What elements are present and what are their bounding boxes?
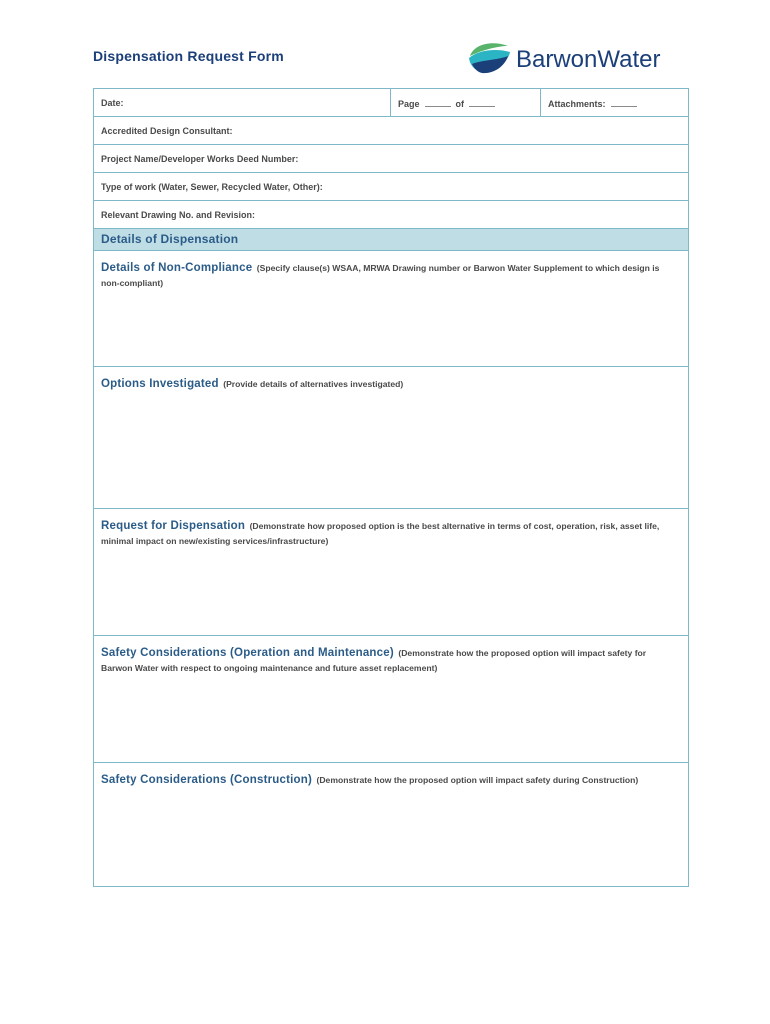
- date-label: Date:: [101, 98, 124, 108]
- details-header-text: Details of Dispensation: [101, 232, 239, 246]
- safety-construction-box[interactable]: [94, 763, 688, 886]
- options-investigated-box[interactable]: [94, 367, 688, 509]
- date-row: [94, 89, 688, 117]
- attachments-label: Attachments:: [548, 99, 606, 109]
- safety-operation-heading: Safety Considerations (Operation and Maintenance): [101, 647, 394, 659]
- consultant-label: Accredited Design Consultant:: [101, 126, 233, 136]
- options-investigated-text: [101, 376, 676, 391]
- non-compliance-box[interactable]: [94, 251, 688, 367]
- non-compliance-text: [101, 260, 676, 290]
- dispensation-form: [93, 88, 689, 887]
- page-title: Dispensation Request Form: [93, 48, 284, 64]
- date-field[interactable]: [94, 89, 391, 116]
- safety-operation-box[interactable]: [94, 636, 688, 763]
- attachments-blank[interactable]: [611, 98, 637, 107]
- logo-wordmark: BarwonWater: [516, 46, 661, 73]
- safety-construction-note: (Demonstrate how the proposed option will impact safety during Construction): [316, 775, 639, 785]
- safety-operation-note: (Demonstrate how the proposed option will impact safety for Barwon Water with respect to ongoing maintenance and future asset replacement): [101, 648, 647, 673]
- water-drop-icon: [469, 43, 510, 73]
- page-field[interactable]: [391, 89, 541, 116]
- non-compliance-note: (Specify clause(s) WSAA, MRWA Drawing number or Barwon Water Supplement to which design is non-compliant): [101, 263, 660, 288]
- page-number-group: [398, 98, 500, 109]
- safety-construction-heading: Safety Considerations (Construction): [101, 774, 313, 786]
- request-dispensation-text: [101, 518, 676, 548]
- of-label: of: [455, 99, 465, 109]
- safety-construction-text: [101, 772, 676, 787]
- project-label: Project Name/Developer Works Deed Number:: [101, 154, 299, 164]
- drawing-field[interactable]: [94, 201, 688, 229]
- work-type-field[interactable]: [94, 173, 688, 201]
- request-dispensation-box[interactable]: [94, 509, 688, 636]
- project-field[interactable]: [94, 145, 688, 173]
- barwon-water-logo: [468, 40, 673, 76]
- options-investigated-note: (Provide details of alternatives investigated): [223, 379, 404, 389]
- options-investigated-heading: Options Investigated: [101, 378, 219, 390]
- page-total-blank[interactable]: [469, 98, 495, 107]
- consultant-field[interactable]: [94, 117, 688, 145]
- safety-operation-text: [101, 645, 676, 675]
- drawing-label: Relevant Drawing No. and Revision:: [101, 210, 256, 220]
- page-label: Page: [398, 99, 420, 109]
- request-dispensation-note: (Demonstrate how proposed option is the best alternative in terms of cost, operation, risk, asset life, minimal impact on new/existing services/infrastructure): [101, 521, 660, 546]
- attachments-group: [548, 98, 642, 109]
- request-dispensation-heading: Request for Dispensation: [101, 520, 246, 532]
- work-type-label: Type of work (Water, Sewer, Recycled Water, Other):: [101, 182, 323, 192]
- page-number-blank[interactable]: [425, 98, 451, 107]
- details-section-header: [94, 229, 688, 251]
- non-compliance-heading: Details of Non-Compliance: [101, 262, 253, 274]
- attachments-field[interactable]: [541, 89, 690, 116]
